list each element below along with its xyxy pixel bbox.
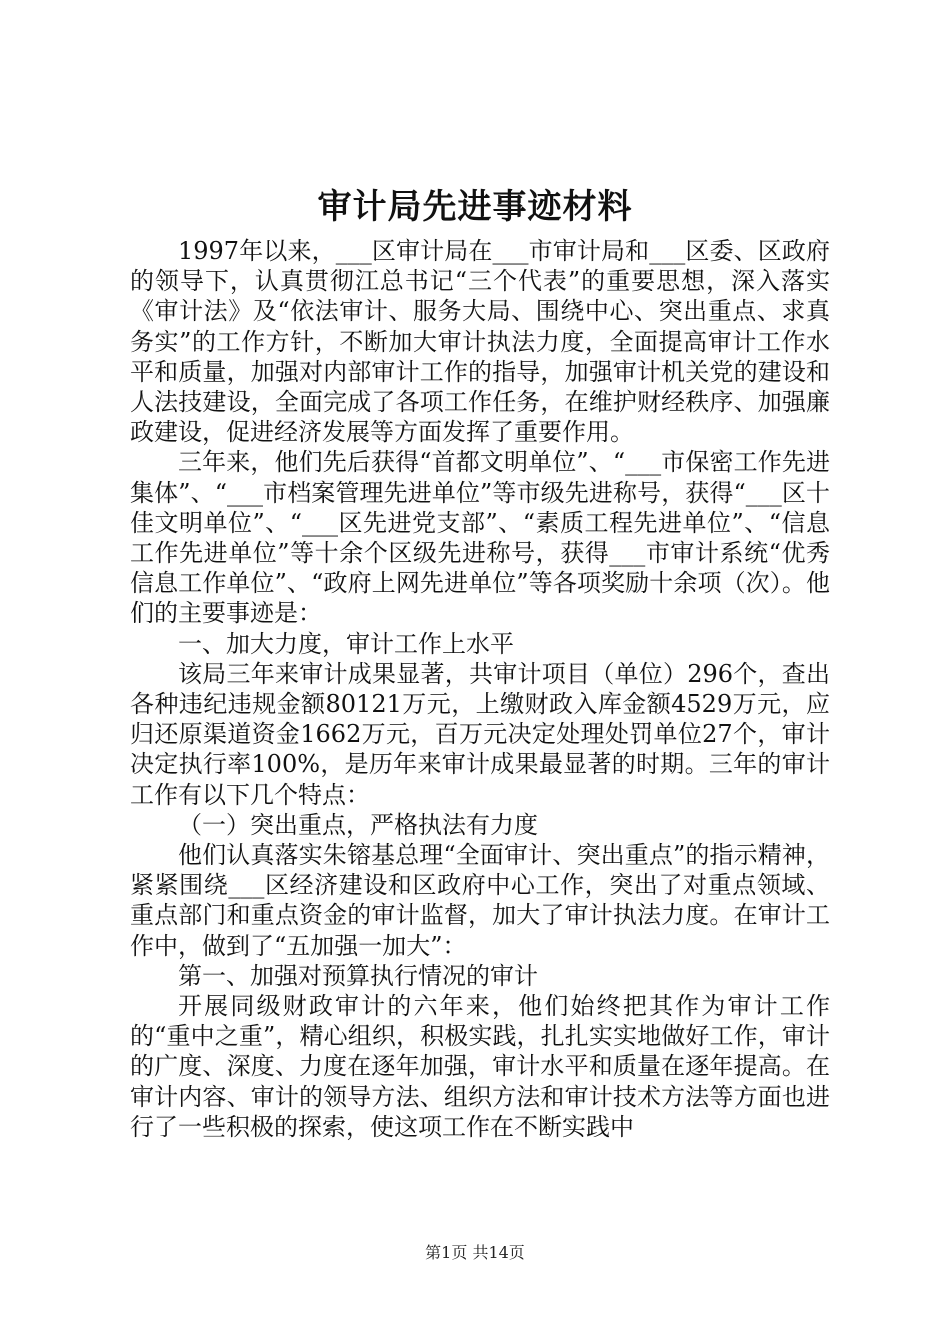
item-heading-1: 第一、加强对预算执行情况的审计 xyxy=(178,961,538,990)
document-body xyxy=(130,236,830,1142)
paragraph-honors: 三年来，他们先后获得“首都文明单位”、“___市保密工作先进集体”、“___市档案管理先进单位”等市级先进称号，获得“___区十佳文明单位”、“___区先进党支部”、“素质工程先进单位”、“信息工作先进单位”等十余个区级先进称号，获得___市审计系统“优秀信息工作单位”、“政府上网先进单位”等各项奖励十余项（次）。他们的主要事迹是： xyxy=(130,448,830,628)
subsection-heading-1: （一）突出重点，严格执法有力度 xyxy=(178,810,538,839)
paragraph-focus: 他们认真落实朱镕基总理“全面审计、突出重点”的指示精神，紧紧围绕___区经济建设和区政府中心工作，突出了对重点领域、重点部门和重点资金的审计监督，加大了审计执法力度。在审计工作中，做到了“五加强一加大”： xyxy=(130,841,830,960)
paragraph-results: 该局三年来审计成果显著，共审计项目（单位）296个，查出各种违纪违规金额80121万元，上缴财政入库金额4529万元，应归还原渠道资金1662万元，百万元决定处理处罚单位27个，审计决定执行率100%，是历年来审计成果最显著的时期。三年的审计工作有以下几个特点： xyxy=(130,659,830,809)
paragraph-budget-audit: 开展同级财政审计的六年来，他们始终把其作为审计工作的“重中之重”，精心组织，积极实践，扎扎实实地做好工作，审计的广度、深度、力度在逐年加强，审计水平和质量在逐年提高。在审计内容、审计的领导方法、组织方法和审计技术方法等方面也进行了一些积极的探索，使这项工作在不断实践中 xyxy=(130,992,830,1141)
section-heading-1: 一、加大力度，审计工作上水平 xyxy=(178,629,514,658)
document-title: 审计局先进事迹材料 xyxy=(317,187,633,227)
page-footer: 第1页 共14页 xyxy=(425,1243,525,1262)
paragraph-intro: 1997年以来，___区审计局在___市审计局和___区委、区政府的领导下，认真贯彻江总书记“三个代表”的重要思想，深入落实《审计法》及“依法审计、服务大局、围绕中心、突出重点、求真务实”的工作方针，不断加大审计执法力度，全面提高审计工作水平和质量，加强对内部审计工作的指导，加强审计机关党的建设和人法技建设，全面完成了各项工作任务，在维护财经秩序、加强廉政建设，促进经济发展等方面发挥了重要作用。 xyxy=(130,237,830,447)
